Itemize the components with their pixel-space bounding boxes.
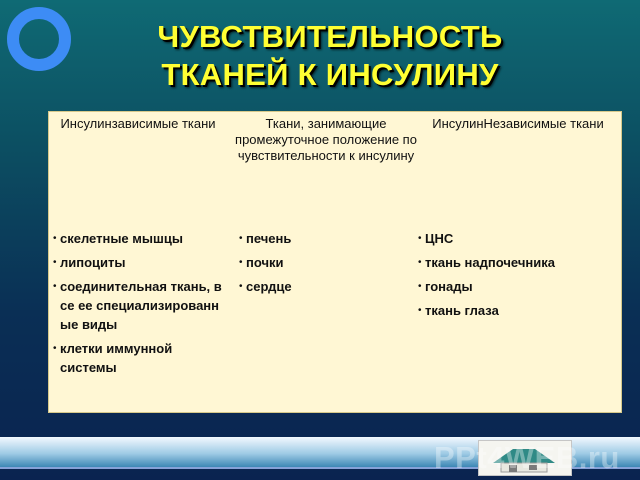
column-header: Инсулинзависимые ткани [60, 116, 216, 131]
ring-icon [7, 7, 71, 71]
list-item: • ЦНС [418, 229, 618, 248]
list-item: • скелетные мышцы [53, 229, 228, 248]
list-item: • гонады [418, 277, 618, 296]
column-header: ИнсулинНезависимые ткани [432, 116, 604, 131]
list-item: • ткань глаза [418, 301, 618, 320]
watermark: PPt4WEB.ru [434, 440, 620, 475]
slide-title-line2: ТКАНЕЙ К ИНСУЛИНУ [161, 57, 499, 92]
list-item: • ткань надпочечника [418, 253, 618, 272]
list-item: • клетки иммунной системы [53, 339, 228, 377]
list-item: • печень [239, 229, 418, 248]
list-item: • почки [239, 253, 418, 272]
tissue-table [49, 112, 621, 412]
item-list [418, 229, 618, 325]
column-header: Ткани, занимающие промежуточное положение по чувствительности к инсулину [235, 116, 417, 163]
slide-title [70, 18, 590, 94]
item-list [53, 229, 227, 382]
column-insulin-dependent [49, 112, 227, 375]
list-item: • сердце [239, 277, 418, 296]
column-insulin-independent [418, 112, 618, 318]
slide-title-line1: ЧУВСТВИТЕЛЬНОСТЬ [157, 19, 503, 54]
column-intermediate [234, 112, 418, 294]
item-list [239, 229, 418, 301]
list-item: • соединительная ткань, все ее специализированные виды [53, 277, 228, 334]
list-item: • липоциты [53, 253, 228, 272]
